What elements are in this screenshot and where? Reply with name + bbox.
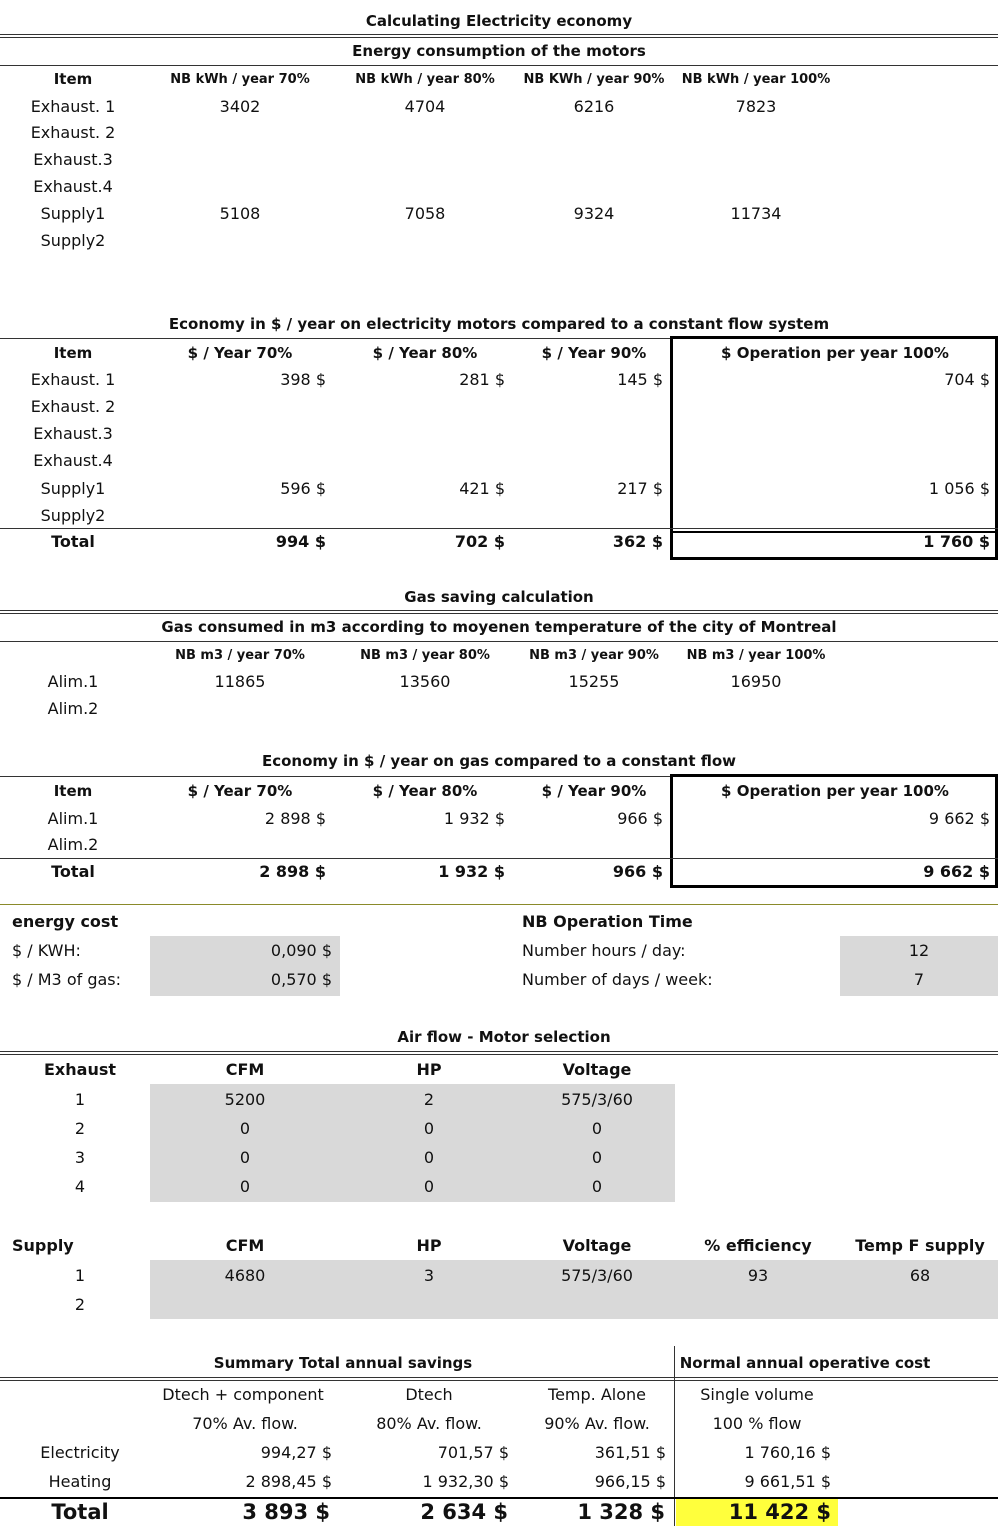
exhaust-number: 3 [74, 1148, 86, 1167]
hp-input[interactable]: 2 [423, 1090, 435, 1109]
cell-value: 966,15 $ [594, 1472, 666, 1491]
kwh-price-input[interactable]: 0,090 $ [270, 941, 332, 960]
supply-number: 2 [74, 1295, 86, 1314]
total-value: 1 932 $ [438, 862, 505, 881]
gas-header-70: NB m3 / year 70% [175, 648, 305, 663]
row-label: Exhaust. 1 [30, 97, 116, 116]
divider [0, 1377, 998, 1381]
cell-value: 217 $ [617, 479, 663, 498]
total-value: 702 $ [454, 532, 505, 551]
gas-title: Gas saving calculation [404, 588, 594, 606]
total-value: 2 634 $ [420, 1500, 508, 1524]
gas-header-100: NB m3 / year 100% [686, 648, 826, 663]
gas-header-80: NB m3 / year 80% [360, 648, 490, 663]
total-value: 2 898 $ [259, 862, 326, 881]
gas-econ-header-item: Item [53, 782, 93, 800]
divider [0, 904, 998, 905]
elec-title: Calculating Electricity economy [365, 12, 633, 30]
gas-price-input[interactable]: 0,570 $ [270, 970, 332, 989]
cell-value: 596 $ [280, 479, 326, 498]
divider [0, 1051, 998, 1055]
cell-value: 3402 [219, 97, 261, 116]
cell-value: 1 056 $ [928, 479, 990, 498]
divider [0, 776, 670, 777]
summary-title: Summary Total annual savings [213, 1354, 473, 1372]
elec-econ-title: Economy in $ / year on electricity motors compared to a constant flow system [168, 315, 830, 333]
voltage-input[interactable]: 0 [591, 1148, 603, 1167]
exhaust-number: 1 [74, 1090, 86, 1109]
gas-subtitle: Gas consumed in m3 according to moyenen temperature of the city of Montreal [161, 618, 837, 636]
temp-supply-input[interactable]: 68 [909, 1266, 931, 1285]
cell-value: 145 $ [617, 370, 663, 389]
cell-value: 7058 [404, 204, 446, 223]
total-value: 9 662 $ [923, 862, 990, 881]
row-label: Supply2 [40, 231, 106, 250]
kwh-label: $ / KWH: [12, 941, 81, 960]
row-label: Exhaust. 1 [30, 370, 116, 389]
cfm-input[interactable]: 0 [239, 1177, 251, 1196]
row-label: Alim.1 [47, 809, 99, 828]
cell-value: 2 898,45 $ [245, 1472, 332, 1491]
row-label: Alim.2 [47, 699, 99, 718]
total-label: Total [51, 862, 95, 881]
cell-value: 2 898 $ [264, 809, 326, 828]
total-value: 3 893 $ [242, 1500, 330, 1524]
row-label: Exhaust.4 [33, 451, 113, 470]
column-divider [674, 1346, 675, 1526]
total-value: 966 $ [612, 862, 663, 881]
cell-value: 1 932,30 $ [422, 1472, 509, 1491]
hp-header: HP [416, 1060, 442, 1079]
cfm-input[interactable]: 4680 [224, 1266, 266, 1285]
divider [0, 1497, 998, 1499]
total-value: 1 760 $ [923, 532, 990, 551]
hp-header: HP [416, 1236, 442, 1255]
cell-value: 994,27 $ [260, 1443, 332, 1462]
divider [0, 610, 998, 614]
row-label: Heating [48, 1472, 112, 1491]
cell-value: 16950 [730, 672, 782, 691]
cfm-input[interactable]: 5200 [224, 1090, 266, 1109]
row-label: Exhaust.4 [33, 177, 113, 196]
elec-header-item: Item [53, 70, 93, 88]
cell-value: 9324 [573, 204, 615, 223]
exhaust-number: 2 [74, 1119, 86, 1138]
divider [0, 65, 998, 66]
efficiency-input[interactable]: 93 [747, 1266, 769, 1285]
total-value: 994 $ [275, 532, 326, 551]
hours-label: Number hours / day: [522, 941, 686, 960]
cfm-header: CFM [225, 1060, 265, 1079]
hp-input[interactable]: 0 [423, 1119, 435, 1138]
total-label: Total [51, 532, 95, 551]
cell-value: 9 661,51 $ [744, 1472, 831, 1491]
voltage-header: Voltage [562, 1236, 632, 1255]
supply-number: 1 [74, 1266, 86, 1285]
divider [0, 858, 998, 859]
cell-value: 5108 [219, 204, 261, 223]
row-label: Exhaust.3 [33, 424, 113, 443]
days-label: Number of days / week: [522, 970, 713, 989]
elec-header-90: NB KWh / year 90% [523, 72, 665, 87]
summary-col-sub: 90% Av. flow. [544, 1414, 650, 1433]
cfm-input[interactable]: 0 [239, 1119, 251, 1138]
exhaust-number: 4 [74, 1177, 86, 1196]
summary-col-head: Temp. Alone [548, 1385, 646, 1404]
cell-value: 7823 [735, 97, 777, 116]
exhaust-header: Exhaust [44, 1060, 116, 1079]
cfm-header: CFM [225, 1236, 265, 1255]
row-label: Exhaust. 2 [30, 397, 116, 416]
row-label: Exhaust. 2 [30, 123, 116, 142]
hp-input[interactable]: 0 [423, 1177, 435, 1196]
divider [0, 641, 998, 642]
row-label: Supply2 [40, 506, 106, 525]
cell-value: 704 $ [944, 370, 990, 389]
hours-input[interactable]: 12 [908, 941, 930, 960]
summary-col-head: Dtech + component [162, 1385, 324, 1404]
voltage-input[interactable]: 0 [591, 1119, 603, 1138]
gas-price-label: $ / M3 of gas: [12, 970, 122, 989]
row-label: Supply1 [40, 204, 106, 223]
cell-value: 398 $ [280, 370, 326, 389]
summary-col-sub: 80% Av. flow. [376, 1414, 482, 1433]
grand-total-value: 11 422 $ [728, 1500, 831, 1524]
row-label: Alim.2 [47, 835, 99, 854]
voltage-header: Voltage [562, 1060, 632, 1079]
divider [0, 34, 998, 38]
row-label: Supply1 [40, 479, 106, 498]
elec-econ-header-100: $ Operation per year 100% [721, 344, 949, 362]
total-label: Total [51, 1500, 109, 1524]
voltage-input[interactable]: 575/3/60 [561, 1090, 633, 1109]
summary-col-head: Dtech [405, 1385, 453, 1404]
divider [0, 338, 670, 339]
row-label: Alim.1 [47, 672, 99, 691]
voltage-input[interactable]: 575/3/60 [561, 1266, 633, 1285]
cell-value: 9 662 $ [928, 809, 990, 828]
temp-supply-header: Temp F supply [855, 1236, 985, 1255]
cell-value: 15255 [568, 672, 620, 691]
cell-value: 1 932 $ [443, 809, 505, 828]
cell-value: 1 760,16 $ [744, 1443, 831, 1462]
voltage-input[interactable]: 0 [591, 1177, 603, 1196]
cell-value: 11865 [214, 672, 266, 691]
gas-econ-title: Economy in $ / year on gas compared to a constant flow [261, 752, 737, 770]
summary-col-head: Single volume [700, 1385, 814, 1404]
cfm-input[interactable]: 0 [239, 1148, 251, 1167]
days-input[interactable]: 7 [913, 970, 925, 989]
supply-header: Supply [12, 1236, 74, 1255]
elec-econ-header-80: $ / Year 80% [372, 344, 478, 362]
cell-value: 281 $ [459, 370, 505, 389]
gas-econ-header-80: $ / Year 80% [372, 782, 478, 800]
elec-header-80: NB kWh / year 80% [355, 72, 495, 87]
total-value: 362 $ [612, 532, 663, 551]
elec-econ-header-item: Item [53, 344, 93, 362]
hp-input[interactable]: 0 [423, 1148, 435, 1167]
divider [0, 528, 998, 529]
elec-header-100: NB kWh / year 100% [681, 72, 831, 87]
efficiency-header: % efficiency [704, 1236, 812, 1255]
total-value: 1 328 $ [577, 1500, 665, 1524]
cell-value: 421 $ [459, 479, 505, 498]
cell-value: 13560 [399, 672, 451, 691]
elec-header-70: NB kWh / year 70% [170, 72, 310, 87]
normal-cost-title: Normal annual operative cost [679, 1354, 931, 1372]
airflow-title: Air flow - Motor selection [397, 1028, 611, 1046]
cell-value: 966 $ [617, 809, 663, 828]
gas-header-90: NB m3 / year 90% [529, 648, 659, 663]
op-time-title: NB Operation Time [522, 912, 693, 931]
row-label: Electricity [40, 1443, 120, 1462]
elec-subtitle: Energy consumption of the motors [352, 42, 646, 60]
energy-cost-title: energy cost [12, 912, 119, 931]
elec-econ-header-70: $ / Year 70% [187, 344, 293, 362]
elec-econ-header-90: $ / Year 90% [541, 344, 647, 362]
cell-value: 701,57 $ [437, 1443, 509, 1462]
hp-input[interactable]: 3 [423, 1266, 435, 1285]
summary-col-sub: 70% Av. flow. [192, 1414, 298, 1433]
cell-value: 361,51 $ [594, 1443, 666, 1462]
gas-econ-header-70: $ / Year 70% [187, 782, 293, 800]
summary-col-sub: 100 % flow [712, 1414, 802, 1433]
row-label: Exhaust.3 [33, 150, 113, 169]
cell-value: 6216 [573, 97, 615, 116]
gas-econ-header-100: $ Operation per year 100% [721, 782, 949, 800]
cell-value: 4704 [404, 97, 446, 116]
cell-value: 11734 [730, 204, 782, 223]
gas-econ-header-90: $ / Year 90% [541, 782, 647, 800]
